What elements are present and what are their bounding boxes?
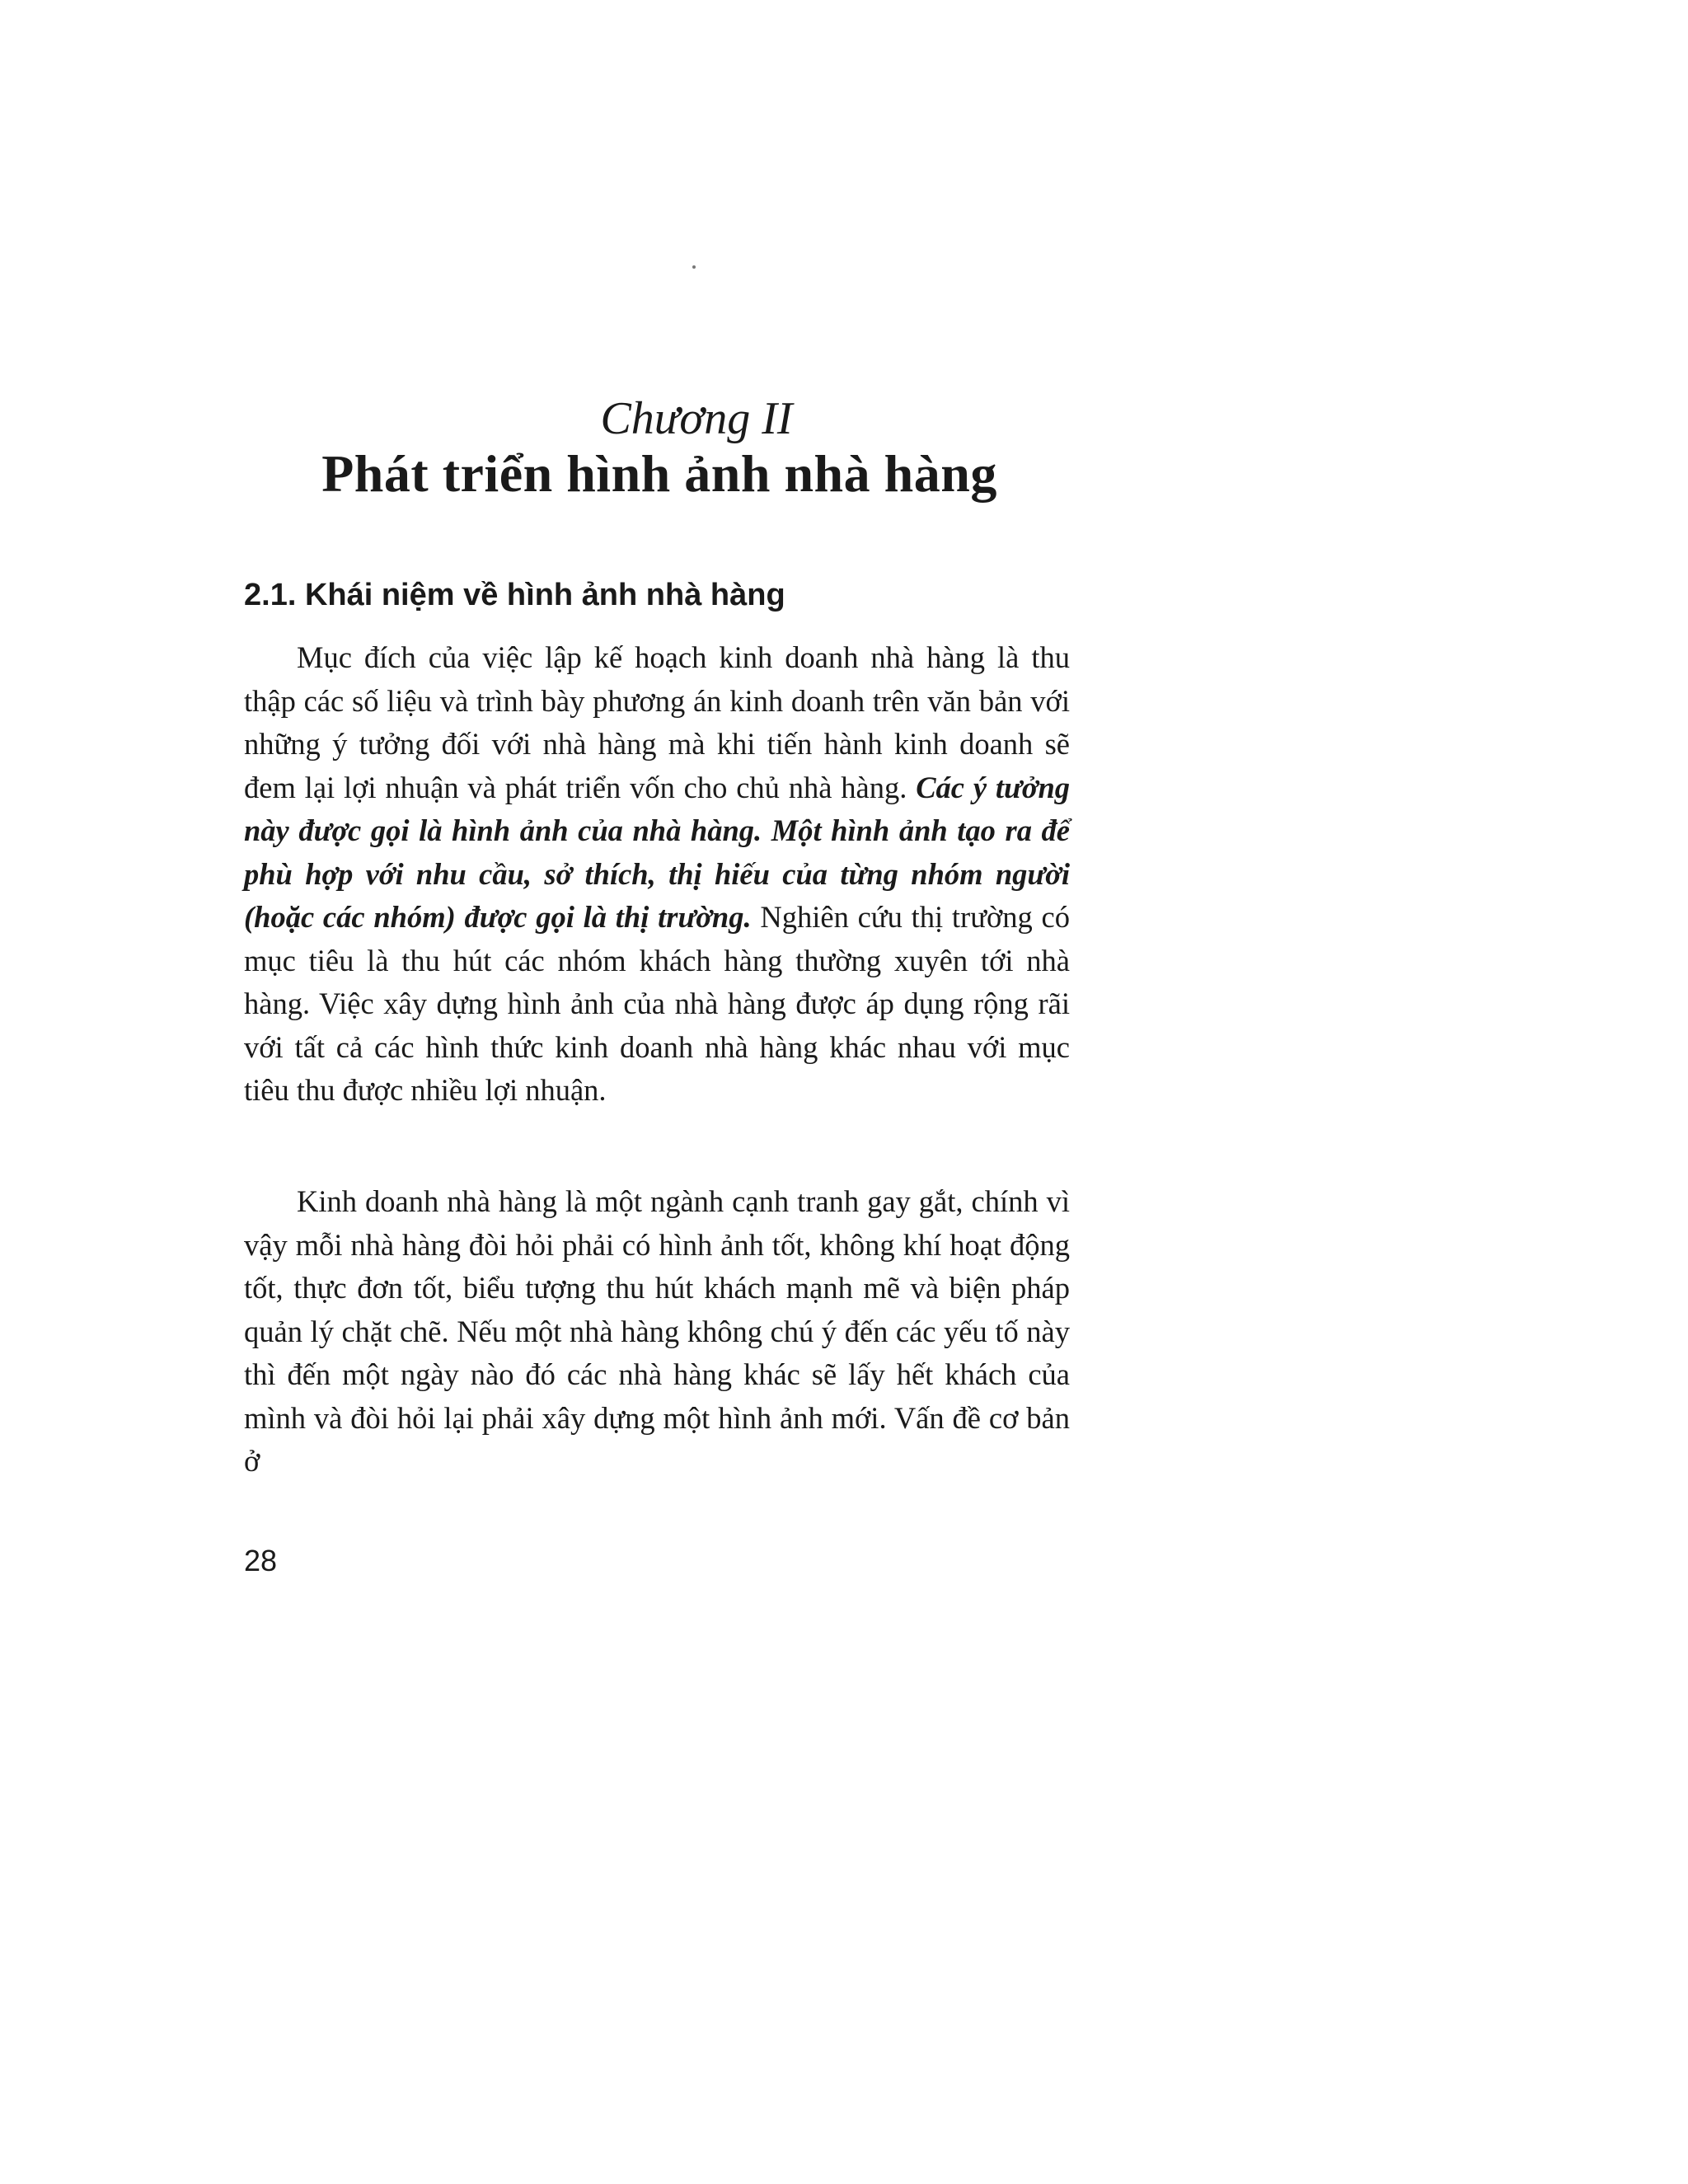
page-number: 28 <box>244 1544 278 1577</box>
chapter-label: Chương II <box>600 393 793 444</box>
paragraph-1-text-after: Nghiên cứu thị trường có mục tiêu là thu hút các nhóm khách hàng thường xuyên tới nhà hàng. Việc xây dựng hình ảnh của nhà hàng được áp dụng rộng rãi với tất cả các hình thức kinh doanh nhà hàng khác nhau với mục tiêu thu được nhiều lợi nhuận. <box>244 900 1070 1107</box>
scan-speck <box>692 265 696 269</box>
chapter-title: Phát triển hình ảnh nhà hàng <box>321 444 997 503</box>
paragraph-1 <box>244 636 1070 1113</box>
paragraph-1-emphasis: Các ý tưởng này được gọi là hình ảnh của nhà hàng. Một hình ảnh tạo ra để phù hợp với nhu cầu, sở thích, thị hiếu của từng nhóm người (hoặc các nhóm) được gọi là thị trường. <box>244 770 1070 934</box>
paragraph-1-text-before: Mục đích của việc lập kế hoạch kinh doanh nhà hàng là thu thập các số liệu và trình bày phương án kinh doanh trên văn bản với những ý tưởng đối với nhà hàng mà khi tiến hành kinh doanh sẽ đem lại lợi nhuận và phát triển vốn cho chủ nhà hàng. <box>244 640 1070 804</box>
section-heading: 2.1. Khái niệm về hình ảnh nhà hàng <box>244 578 785 612</box>
paragraph-2: Kinh doanh nhà hàng là một ngành cạnh tranh gay gắt, chính vì vậy mỗi nhà hàng đòi hỏi phải có hình ảnh tốt, không khí hoạt động tốt, thực đơn tốt, biểu tượng thu hút khách mạnh mẽ và biện pháp quản lý chặt chẽ. Nếu một nhà hàng không chú ý đến các yếu tố này thì đến một ngày nào đó các nhà hàng khác sẽ lấy hết khách của mình và đòi hỏi lại phải xây dựng một hình ảnh mới. Vấn đề cơ bản ở <box>244 1184 1070 1478</box>
